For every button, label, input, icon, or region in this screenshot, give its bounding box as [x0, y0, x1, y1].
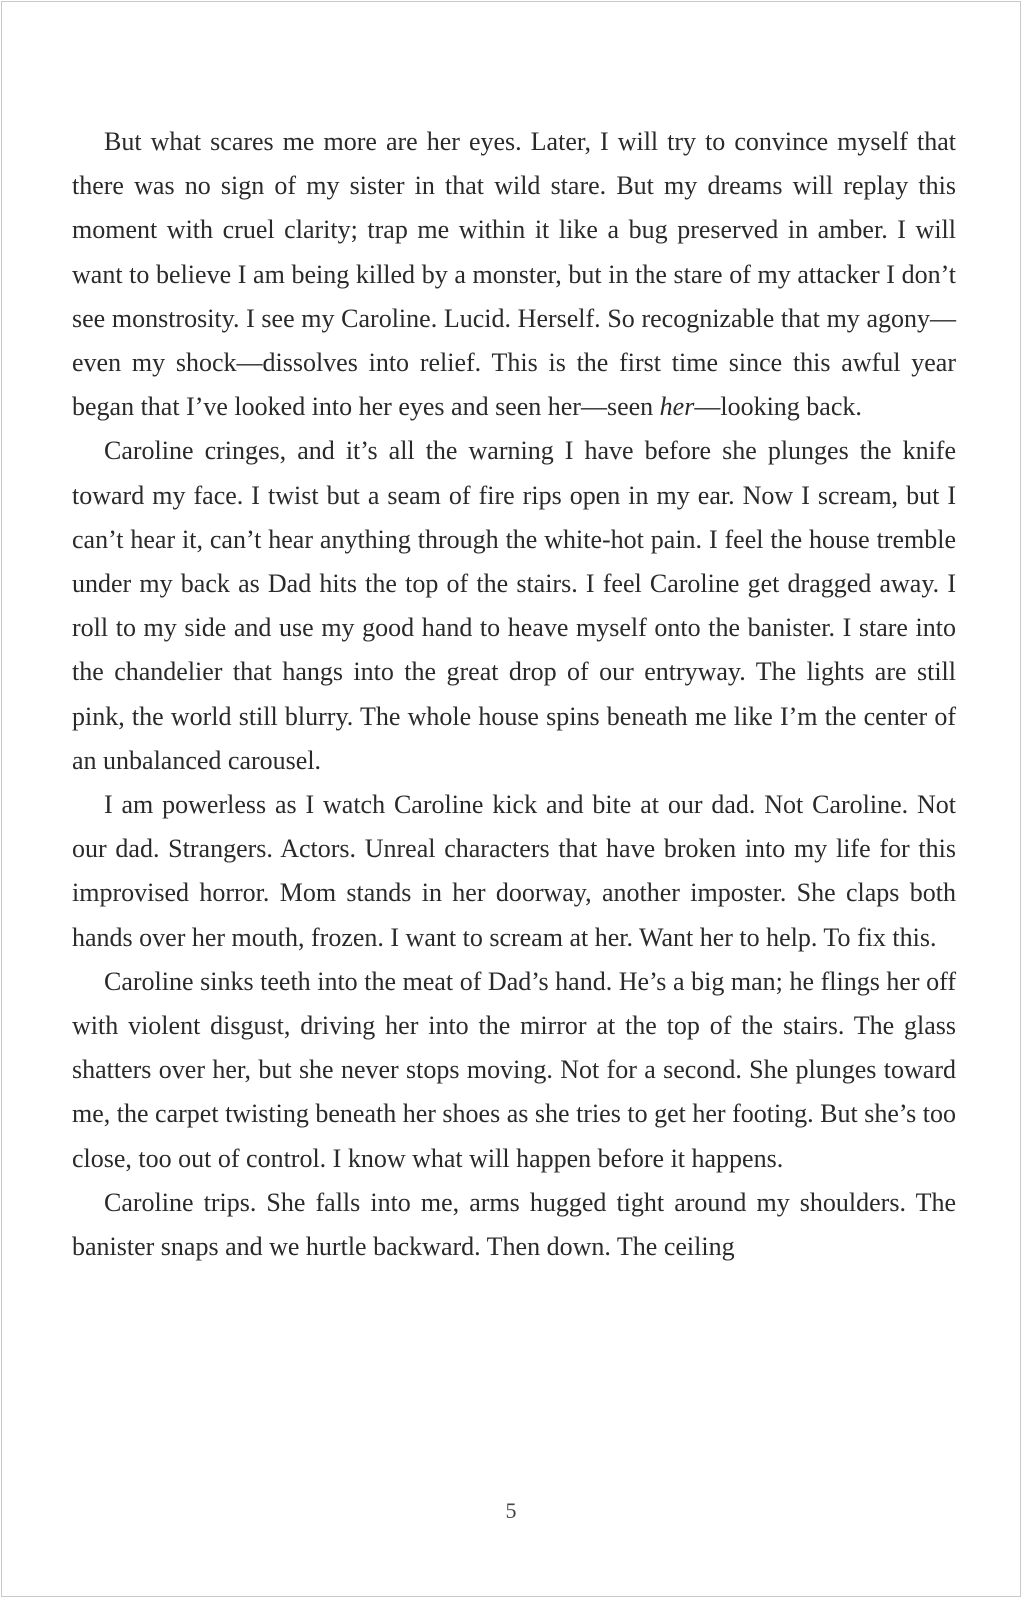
paragraph-1-end: —looking back. [694, 392, 862, 422]
paragraph-5: Caroline trips. She falls into me, arms hugged tight around my shoulders. The banister snaps and we hurtle backward. Then down. The ceiling [72, 1187, 956, 1262]
book-page [1, 1, 1021, 1597]
paragraph-3: I am powerless as I watch Caroline kick and bite at our dad. Not Caroline. Not our dad. Strangers. Actors. Unreal characters that have broken into my life for this improvised horror. Mom stands in her doorway, another imposter. She claps both hands over her mouth, frozen. I want to scream at her. Want her to help. To fix this. [72, 790, 956, 952]
paragraph-4: Caroline sinks teeth into the meat of Dad’s hand. He’s a big man; he flings her off with violent disgust, driving her into the mirror at the top of the stairs. The glass shatters over her, but she never stops moving. Not for a second. She plunges toward me, the carpet twisting beneath her shoes as she tries to get her footing. But she’s too close, too out of control. I know what will happen before it happens. [72, 966, 956, 1173]
emphasis-her: her [659, 392, 695, 422]
paragraph-1-text: But what scares me more are her eyes. Later, I will try to convince myself that there was no sign of my sister in that wild stare. But my dreams will replay this moment with cruel clarity; trap me within it like a bug preserved in amber. I will want to believe I am being killed by a monster, but in the stare of my attacker I don’t see monstrosity. I see my Caroline. Lucid. Herself. So recognizable that my agony—even my shock—dissolves into relief. This is the first time since this awful year began that I’ve looked into her eyes and seen her—seen [72, 127, 956, 422]
page-number: 5 [505, 1498, 517, 1523]
paragraph-1 [72, 120, 956, 429]
paragraph-2: Caroline cringes, and it’s all the warning I have before she plunges the knife toward my face. I twist but a seam of fire rips open in my ear. Now I scream, but I can’t hear it, can’t hear anything through the white-hot pain. I feel the house tremble under my back as Dad hits the top of the stairs. I feel Caroline get dragged away. I roll to my side and use my good hand to heave myself onto the banister. I stare into the chandelier that hangs into the great drop of our entryway. The lights are still pink, the world still blurry. The whole house spins beneath me like I’m the center of an unbalanced carousel. [72, 436, 956, 775]
body-text [72, 120, 956, 1269]
